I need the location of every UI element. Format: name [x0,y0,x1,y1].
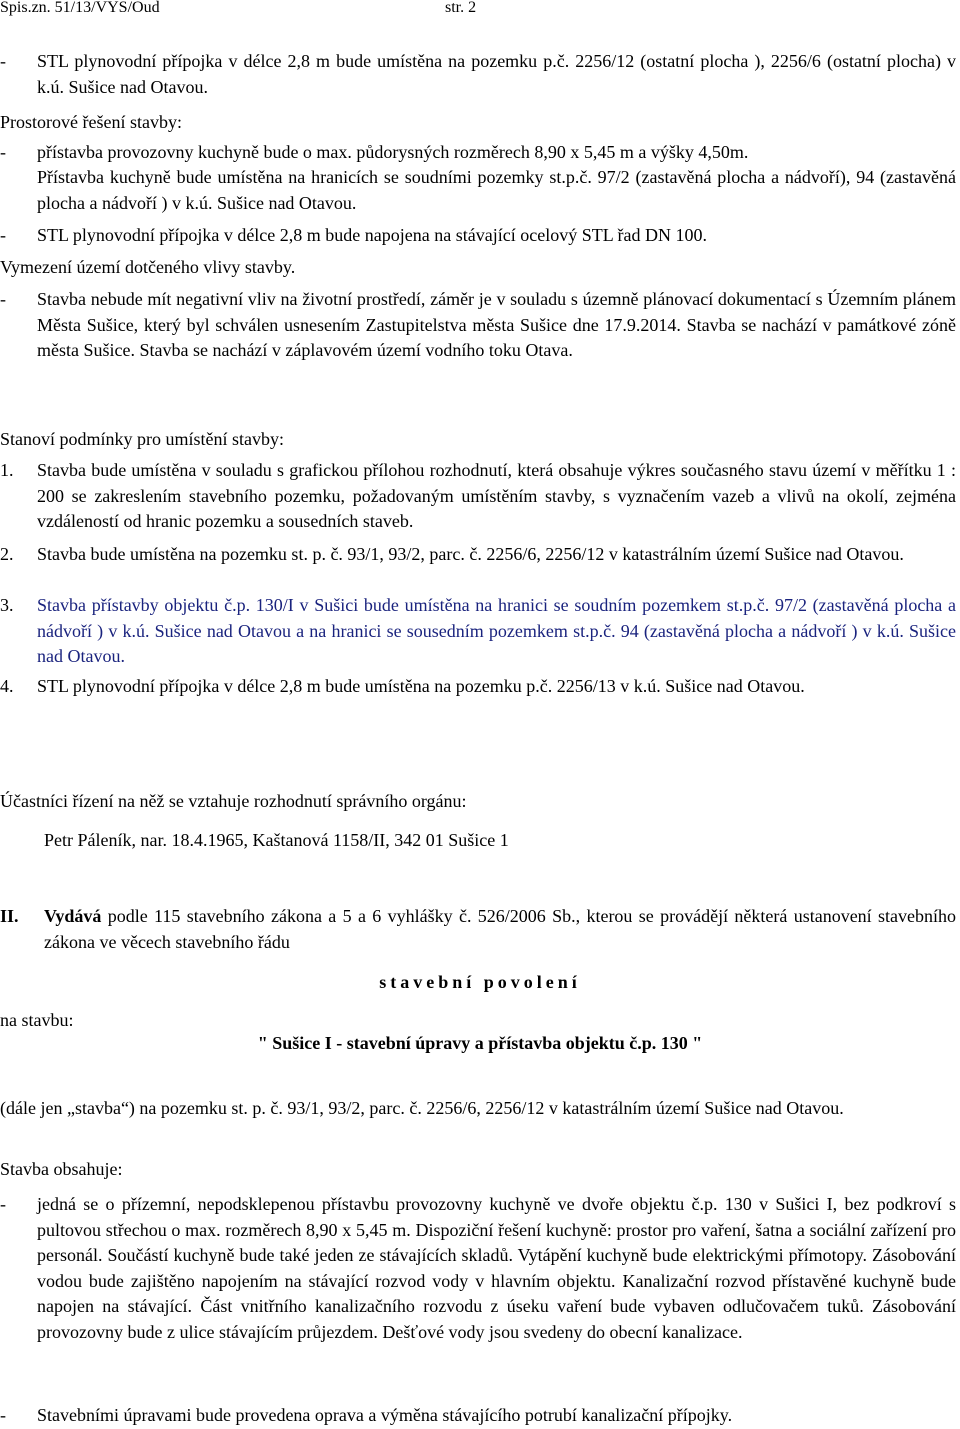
issue-text [44,904,956,955]
bullet-gas-connection-2 [0,223,956,249]
bullet-text: jedná se o přízemní, nepodsklepenou přístavbu provozovny kuchyně ve dvoře objektu č.p. 130 v Sušici I, bez podkroví s pultovou střechou o max. rozměrech 8,90 x 5,45 m. Dispoziční řešení kuchyně: prostor pro vaření, šatna a sociální zařízení pro personál. Součástí kuchyně bude také jeden ze stávajících skladů. Vytápění kuchyně bude elektrickými přímotopy. Zásobování vodou bude zajištěno napojením na stávající rozvod vody v hlavním objektu. Kanalizační rozvod přístavěné kuchyně bude napojen na stávající. Část vnitřního kanalizačního rozvodu z úseku vaření bude vybaven odlučovačem tuků. Zásobování provozovny bude z ulice stávajícím průjezdem. Dešťové vody jsou svedeny do obecní kanalizace. [37,1194,956,1342]
condition-number: 3. [0,595,14,615]
bullet-mark: - [0,1194,6,1214]
bullet-text: přístavba provozovny kuchyně bude o max. půdorysných rozměrech 8,90 x 5,45 m a výšky 4,50m. [37,142,749,162]
bullet-mark: - [0,289,6,309]
heading-spatial: Prostorové řešení stavby: [0,112,182,132]
condition-number: 4. [0,676,14,696]
bullet-text: STL plynovodní přípojka v délce 2,8 m bude napojena na stávající ocelový STL řad DN 100. [37,225,708,245]
bullet-extension-size [0,140,956,166]
participant-person: Petr Páleník, nar. 18.4.1965, Kaštanová 1158/II, 342 01 Sušice 1 [44,830,509,850]
bullet-mark: - [0,51,6,71]
bullet-text: STL plynovodní přípojka v délce 2,8 m bude umístěna na pozemku p.č. 2256/12 (ostatní plocha ), 2256/6 (ostatní plocha) v k.ú. Sušice nad Otavou. [37,51,956,97]
page-number: str. 2 [445,0,477,16]
condition-number: 1. [0,460,14,480]
contents-item-1 [0,1192,956,1345]
section-number: II. [0,906,19,926]
bullet-text: Stavebními úpravami bude provedena oprava a výměna stávajícího potrubí kanalizační přípojky. [37,1405,733,1425]
further-text: (dále jen „stavba“) na pozemku st. p. č. 93/1, 93/2, parc. č. 2256/6, 2256/12 v katastrálním území Sušice nad Otavou. [0,1098,844,1118]
heading-impact: Vymezení území dotčeného vlivy stavby. [0,257,296,277]
condition-4 [0,674,956,700]
heading-conditions: Stanoví podmínky pro umístění stavby: [0,429,284,449]
bullet-mark: - [0,225,6,245]
issue-lead: Vydává [44,906,102,926]
permit-title: stavební povolení [379,972,581,992]
condition-text: Stavba přístavby objektu č.p. 130/I v Sušici bude umístěna na hranici se soudním pozemkem st.p.č. 97/2 (zastavěná plocha a nádvoří ) v k.ú. Sušice nad Otavou a na hranici se sousedním pozemkem st.p.č. 94 (zastavěná plocha a nádvoří ) v k.ú. Sušice nad Otavou. [37,595,956,666]
bullet-gas-connection [0,49,956,100]
page-header [0,0,477,18]
condition-text: Stavba bude umístěna v souladu s grafickou přílohou rozhodnutí, která obsahuje výkres současného stavu území v měřítku 1 : 200 se zakreslením stavebního pozemku, požadovaným umístěním stavby, s vyznačením vazeb a vlivů na okolí, zejména vzdáleností od hranic pozemku a sousedních staveb. [37,460,956,531]
project-name: " Sušice I - stavební úpravy a přístavba objektu č.p. 130 " [257,1033,703,1053]
condition-3 [0,593,956,670]
condition-text: STL plynovodní přípojka v délce 2,8 m bude umístěna na pozemku p.č. 2256/13 v k.ú. Sušice nad Otavou. [37,676,805,696]
bullet-mark: - [0,142,6,162]
condition-text: Stavba bude umístěna na pozemku st. p. č. 93/1, 93/2, parc. č. 2256/6, 2256/12 v katastrálním území Sušice nad Otavou. [37,544,904,564]
file-reference: Spis.zn. 51/13/VYS/Oud [0,0,160,16]
contents-heading: Stavba obsahuje: [0,1159,123,1179]
bullet-impact [0,287,956,364]
condition-number: 2. [0,544,14,564]
participants-heading: Účastníci řízení na něž se vztahuje rozhodnutí správního orgánu: [0,791,467,811]
bullet-text: Stavba nebude mít negativní vliv na životní prostředí, záměr je v souladu s územně plánovací dokumentací s Územním plánem Města Sušice, který byl schválen usnesením Zastupitelstva města Sušice dne 17.9.2014. Stavba se nachází v památkové zóně města Sušice. Stavba se nachází v záplavovém území vodního toku Otava. [37,289,956,360]
bullet-mark: - [0,1405,6,1425]
condition-2 [0,542,956,568]
contents-item-2 [0,1403,956,1429]
issue-body: podle 115 stavebního zákona a 5 a 6 vyhlášky č. 526/2006 Sb., kterou se provádějí některá ustanovení stavebního zákona ve věcech stavebního řádu [44,906,957,952]
condition-1 [0,458,956,535]
for-label: na stavbu: [0,1010,74,1030]
issue-section [0,904,956,955]
paragraph-boundaries: Přístavba kuchyně bude umístěna na hranicích se soudními pozemky st.p.č. 97/2 (zastavěná plocha a nádvoří), 94 (zastavěná plocha a nádvoří ) v k.ú. Sušice nad Otavou. [37,167,956,213]
